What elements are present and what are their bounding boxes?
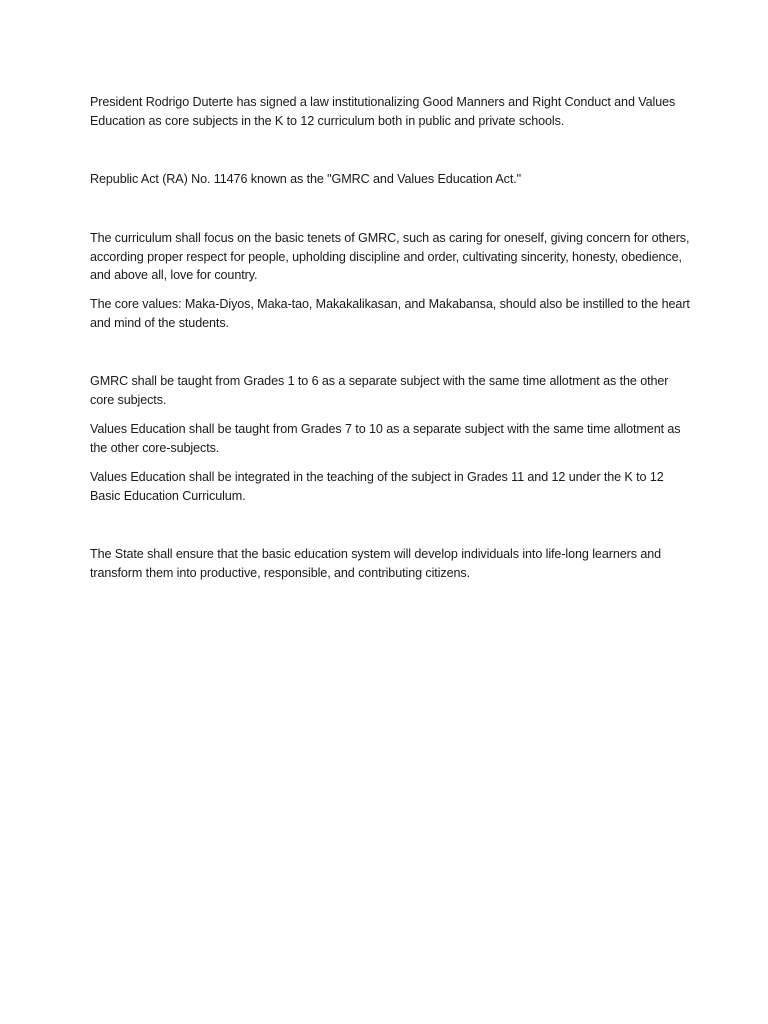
paragraph-law-signing: President Rodrigo Duterte has signed a law institutionalizing Good Manners and Right Conduct and Values Education as core subjects in the K to 12 curriculum both in public and private schools. (90, 95, 676, 128)
paragraph-values-grades-7-10: Values Education shall be taught from Grades 7 to 10 as a separate subject with the same time allotment as the other core-subjects. (90, 422, 681, 455)
paragraph-republic-act: Republic Act (RA) No. 11476 known as the "GMRC and Values Education Act." (90, 172, 521, 186)
paragraph-gmrc-grades: GMRC shall be taught from Grades 1 to 6 as a separate subject with the same time allotment as the other core subjects. (90, 374, 669, 407)
paragraph-state-ensure: The State shall ensure that the basic education system will develop individuals into life-long learners and transform them into productive, responsible, and contributing citizens. (90, 547, 662, 580)
paragraph-values-grades-11-12: Values Education shall be integrated in the teaching of the subject in Grades 11 and 12 under the K to 12 Basic Education Curriculum. (90, 470, 664, 503)
paragraph-curriculum-focus: The curriculum shall focus on the basic tenets of GMRC, such as caring for oneself, giving concern for others, according proper respect for people, upholding discipline and order, cultivating sincerity, honesty, obedience, and above all, love for country. (90, 231, 690, 283)
paragraph-core-values: The core values: Maka-Diyos, Maka-tao, Makakalikasan, and Makabansa, should also be instilled to the heart and mind of the students. (90, 297, 690, 330)
